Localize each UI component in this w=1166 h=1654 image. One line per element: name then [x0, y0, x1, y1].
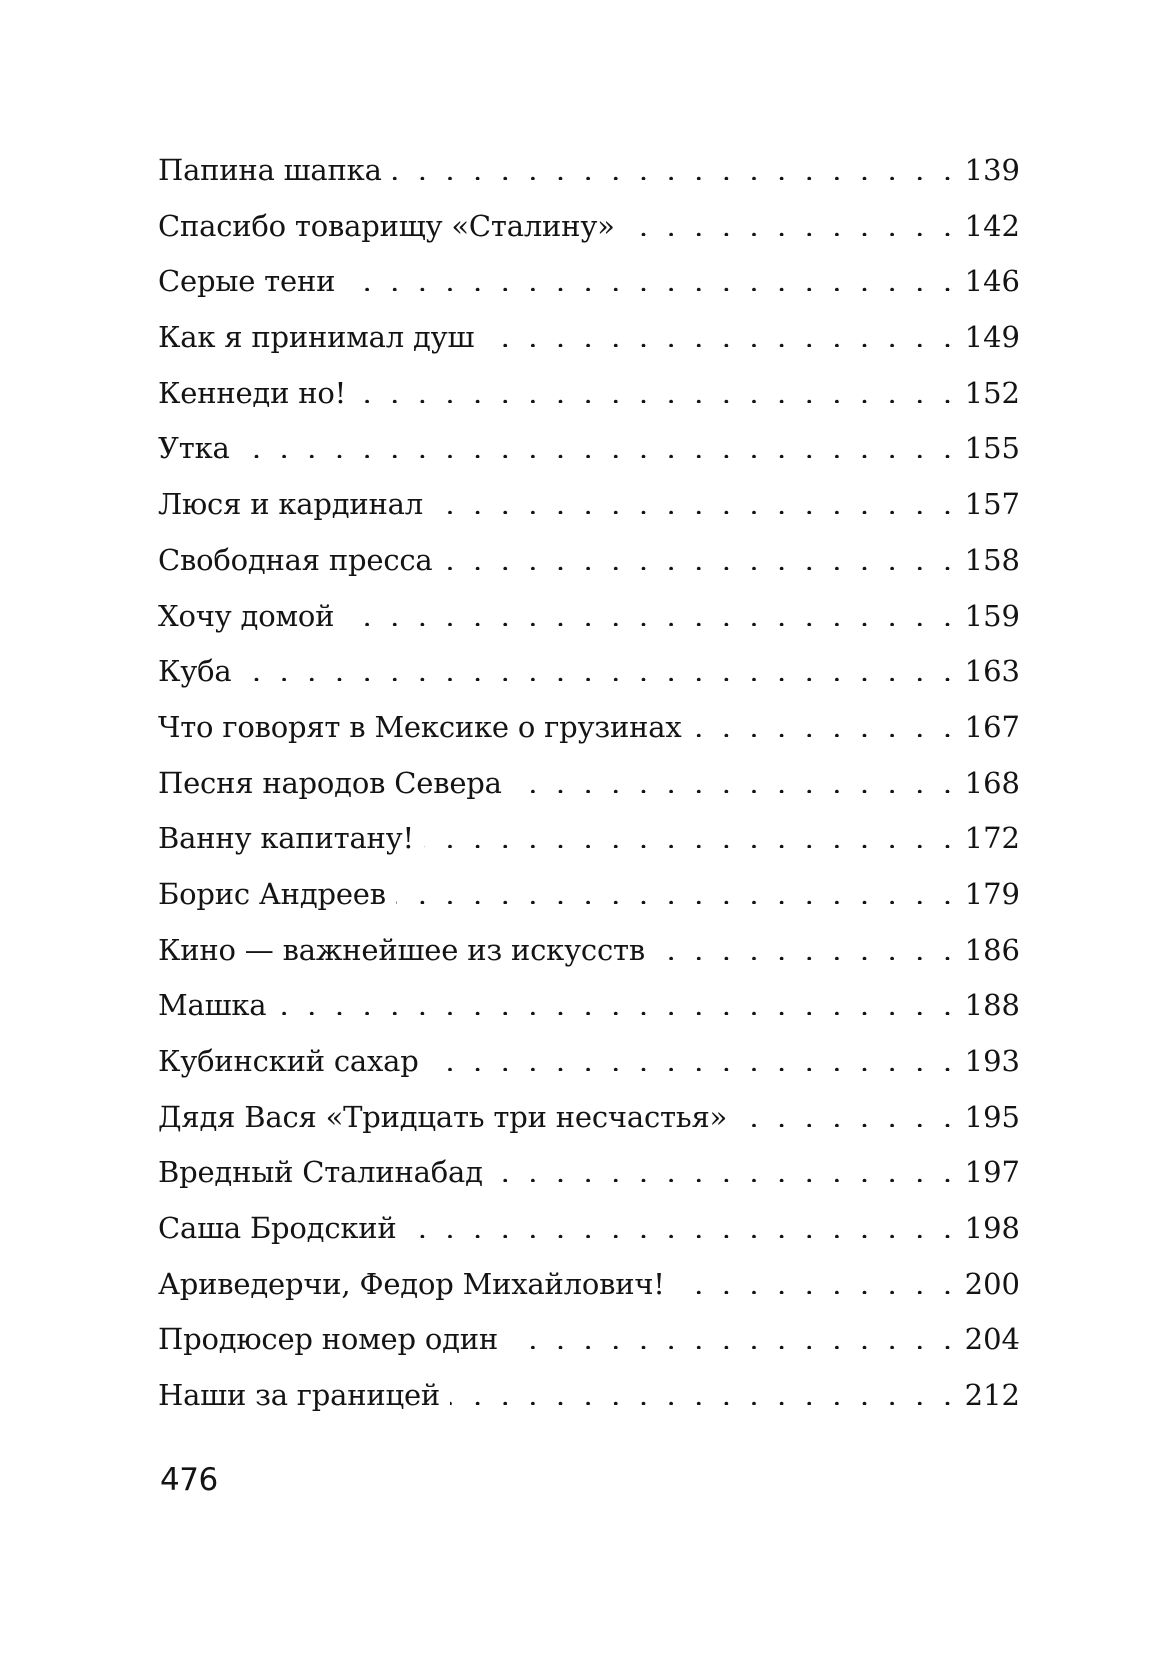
toc-entry-title: Кубинский сахар: [158, 1041, 429, 1081]
dot-leader: [241, 661, 956, 681]
toc-entry: [158, 540, 1020, 596]
toc-entry-title: Свободная пресса: [158, 540, 443, 580]
toc-entry: [158, 1208, 1020, 1264]
toc-entry-page: 146: [957, 261, 1020, 301]
toc-entry-page: 179: [957, 874, 1020, 914]
toc-entry: [158, 930, 1020, 986]
toc-entry-title: Наши за границей: [158, 1375, 450, 1415]
dot-leader: [429, 1051, 957, 1071]
table-of-contents: [158, 150, 1020, 1431]
toc-entry-page: 157: [957, 484, 1020, 524]
dot-leader: [692, 717, 957, 737]
toc-entry: [158, 1319, 1020, 1375]
dot-leader: [655, 940, 957, 960]
toc-entry-page: 200: [957, 1264, 1020, 1304]
toc-entry-title: Хочу домой: [158, 596, 344, 636]
toc-entry-page: 152: [957, 373, 1020, 413]
toc-entry-page: 139: [957, 150, 1020, 190]
toc-entry: [158, 874, 1020, 930]
toc-entry: [158, 985, 1020, 1041]
dot-leader: [484, 327, 956, 347]
toc-entry-title: Куба: [158, 651, 241, 691]
toc-entry-page: 167: [957, 707, 1020, 747]
toc-entry-title: Саша Бродский: [158, 1208, 407, 1248]
dot-leader: [240, 438, 957, 458]
toc-entry-title: Дядя Вася «Тридцать три несчастья»: [158, 1097, 737, 1137]
page-number: 476: [160, 1462, 218, 1498]
toc-entry-title: Продюсер номер один: [158, 1319, 508, 1359]
toc-entry-page: 212: [957, 1375, 1020, 1415]
dot-leader: [508, 1329, 957, 1349]
toc-entry-page: 142: [957, 206, 1020, 246]
toc-entry: [158, 484, 1020, 540]
toc-entry-page: 188: [957, 985, 1020, 1025]
toc-entry-title: Песня народов Севера: [158, 763, 512, 803]
dot-leader: [443, 550, 957, 570]
toc-entry-title: Вредный Сталинабад: [158, 1152, 493, 1192]
toc-entry-title: Кино — важнейшее из искусств: [158, 930, 655, 970]
toc-entry: [158, 1097, 1020, 1153]
dot-leader: [737, 1107, 957, 1127]
dot-leader: [392, 160, 957, 180]
toc-entry: [158, 206, 1020, 262]
dot-leader: [450, 1385, 957, 1405]
toc-entry-page: 198: [957, 1208, 1020, 1248]
dot-leader: [276, 995, 956, 1015]
toc-entry-page: 158: [957, 540, 1020, 580]
toc-entry-title: Люся и кардинал: [158, 484, 433, 524]
toc-entry: [158, 1041, 1020, 1097]
toc-entry-title: Как я принимал душ: [158, 317, 484, 357]
toc-entry-title: Борис Андреев: [158, 874, 396, 914]
toc-entry-title: Кеннеди но!: [158, 373, 356, 413]
toc-entry: [158, 818, 1020, 874]
dot-leader: [625, 216, 957, 236]
dot-leader: [344, 606, 956, 626]
toc-entry-page: 155: [957, 428, 1020, 468]
toc-entry-title: Спасибо товарищу «Сталину»: [158, 206, 625, 246]
toc-entry: [158, 1375, 1020, 1431]
dot-leader: [512, 773, 957, 793]
toc-entry-title: Машка: [158, 985, 276, 1025]
toc-entry-title: Что говорят в Мексике о грузинах: [158, 707, 692, 747]
toc-entry: [158, 707, 1020, 763]
toc-entry-page: 159: [957, 596, 1020, 636]
dot-leader: [345, 271, 956, 291]
dot-leader: [675, 1274, 957, 1294]
toc-entry: [158, 317, 1020, 373]
toc-entry: [158, 1264, 1020, 1320]
toc-entry-page: 163: [957, 651, 1020, 691]
dot-leader: [424, 828, 957, 848]
toc-entry-title: Ванну капитану!: [158, 818, 424, 858]
toc-entry-title: Утка: [158, 428, 240, 468]
toc-entry: [158, 373, 1020, 429]
toc-entry-title: Ариведерчи, Федор Михайлович!: [158, 1264, 675, 1304]
dot-leader: [433, 494, 957, 514]
toc-entry-title: Папина шапка: [158, 150, 392, 190]
toc-entry: [158, 261, 1020, 317]
toc-entry-page: 186: [957, 930, 1020, 970]
toc-entry-page: 172: [957, 818, 1020, 858]
toc-entry-page: 193: [957, 1041, 1020, 1081]
dot-leader: [396, 884, 957, 904]
toc-entry: [158, 150, 1020, 206]
toc-entry: [158, 1152, 1020, 1208]
dot-leader: [407, 1218, 957, 1238]
toc-entry-page: 197: [957, 1152, 1020, 1192]
toc-entry: [158, 428, 1020, 484]
toc-entry: [158, 651, 1020, 707]
toc-entry-title: Серые тени: [158, 261, 345, 301]
dot-leader: [493, 1162, 957, 1182]
toc-entry-page: 204: [957, 1319, 1020, 1359]
toc-entry-page: 195: [957, 1097, 1020, 1137]
dot-leader: [356, 383, 957, 403]
toc-entry-page: 149: [957, 317, 1020, 357]
toc-entry: [158, 763, 1020, 819]
toc-entry: [158, 596, 1020, 652]
toc-entry-page: 168: [957, 763, 1020, 803]
